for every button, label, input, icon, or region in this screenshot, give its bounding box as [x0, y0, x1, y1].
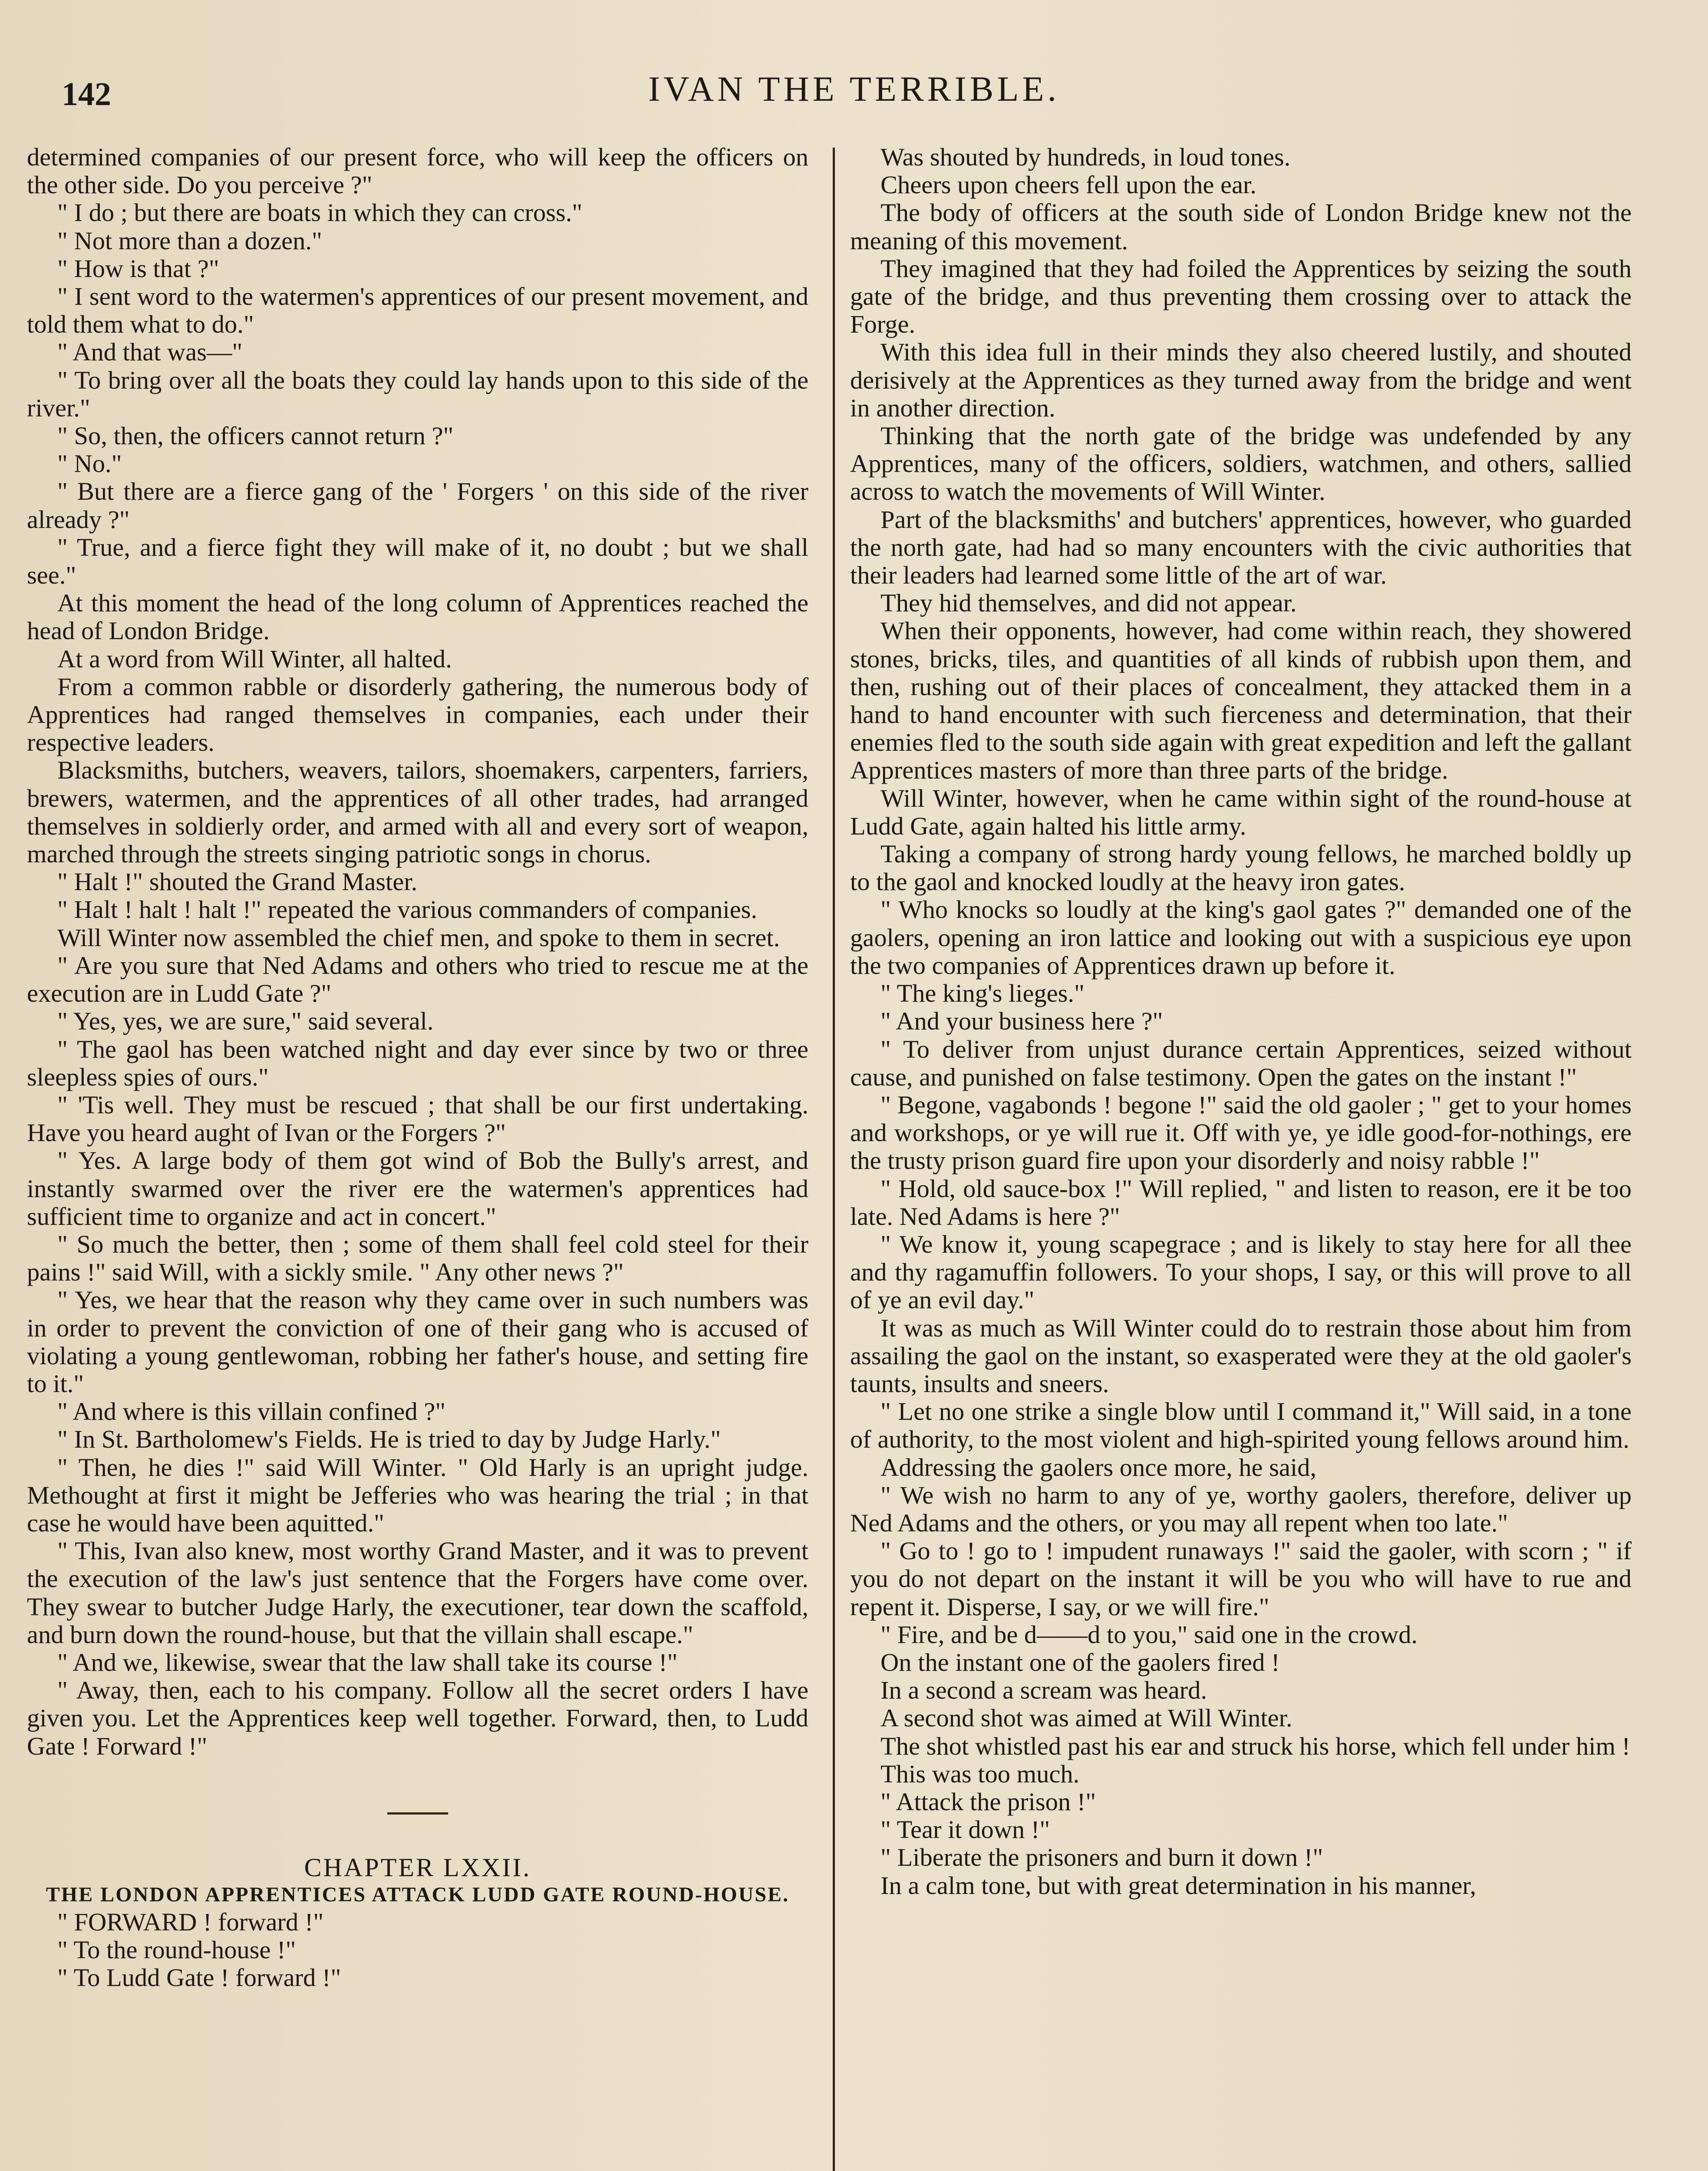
paragraph: At this moment the head of the long column of Apprentices reached the head of London Bridge. — [27, 589, 808, 645]
paragraph: They imagined that they had foiled the Apprentices by seizing the south gate of the bridge, and thus preventing them crossing over to attack the Forge. — [850, 254, 1632, 339]
paragraph: " And we, likewise, swear that the law shall take its course !" — [57, 1648, 678, 1676]
paragraph: " Hold, old sauce-box !" Will replied, " and listen to reason, ere it be too late. Ned Adams is here ?" — [850, 1174, 1632, 1231]
paragraph: " Begone, vagabonds ! begone !" said the old gaoler ; " get to your homes and workshops, or ye will rue it. Off with ye, ye idle good-for-nothings, ere the trusty prison guard fire upon your disorderly and noisy rabble !" — [850, 1090, 1632, 1175]
paragraph: " Yes, we hear that the reason why they came over in such numbers was in order to prevent the conviction of one of their gang who is accused of violating a young gentlewoman, robbing her father's house, and setting fire to it." — [27, 1286, 808, 1398]
paragraph: With this idea full in their minds they also cheered lustily, and shouted derisively at the Apprentices as they turned away from the bridge and went in another direction. — [850, 338, 1632, 422]
paragraph: " Are you sure that Ned Adams and others who tried to rescue me at the execution are in Ludd Gate ?" — [27, 951, 808, 1008]
paragraph: Will Winter, however, when he came within sight of the round-house at Ludd Gate, again halted his little army. — [850, 784, 1632, 840]
paragraph: " We wish no harm to any of ye, worthy gaolers, therefore, deliver up Ned Adams and the others, or you may all repent when too late." — [850, 1481, 1632, 1537]
paragraph: " Who knocks so loudly at the king's gaol gates ?" demanded one of the gaolers, opening an iron lattice and looking out with a suspicious eye upon the two companies of Apprentices drawn up before it. — [850, 895, 1632, 980]
paragraph: " Not more than a dozen." — [57, 226, 322, 255]
paragraph: This was too much. — [880, 1759, 1080, 1788]
paragraph: Addressing the gaolers once more, he said, — [880, 1453, 1316, 1481]
paragraph: " In St. Bartholomew's Fields. He is tried to day by Judge Harly." — [57, 1425, 721, 1454]
left-column — [27, 143, 808, 2171]
paragraph: A second shot was aimed at Will Winter. — [880, 1704, 1293, 1732]
paragraph: " Go to ! go to ! impudent runaways !" said the gaoler, with scorn ; " if you do not depart on the instant it will be you who will have to rue and repent it. Disperse, I say, or we will fire." — [850, 1537, 1632, 1621]
paragraph: " So, then, the officers cannot return ?" — [57, 422, 454, 450]
paragraph: Taking a company of strong hardy young fellows, he marched boldly up to the gaol and knocked loudly at the heavy iron gates. — [850, 840, 1632, 896]
paragraph: " The king's lieges." — [880, 979, 1085, 1008]
paragraph: The shot whistled past his ear and struck his horse, which fell under him ! — [880, 1732, 1631, 1760]
paragraph: " FORWARD ! forward !" — [57, 1907, 324, 1936]
paragraph: " I sent word to the watermen's apprentices of our present movement, and told them what to do." — [27, 282, 808, 339]
paragraph: On the instant one of the gaolers fired ! — [880, 1648, 1280, 1676]
chapter-subtitle: THE LONDON APPRENTICES ATTACK LUDD GATE ROUND-HOUSE. — [46, 1883, 790, 1906]
paragraph: " Fire, and be d——d to you," said one in the crowd. — [880, 1620, 1418, 1649]
paragraph: " I do ; but there are boats in which they can cross." — [57, 198, 583, 227]
chapter-title: CHAPTER LXXII. — [304, 1853, 531, 1882]
paragraph: " Yes, yes, we are sure," said several. — [57, 1007, 434, 1036]
paragraph: Will Winter now assembled the chief men, and spoke to them in secret. — [57, 923, 780, 952]
paragraph: " To Ludd Gate ! forward !" — [57, 1963, 341, 1992]
paragraph: Part of the blacksmiths' and butchers' apprentices, however, who guarded the north gate, had had so many encounters with the civic authorities that their leaders had learned some little of the art of war. — [850, 505, 1632, 590]
paragraph: " No." — [57, 449, 122, 478]
page-number: 142 — [62, 76, 111, 112]
paragraph: " To bring over all the boats they could lay hands upon to this side of the river." — [27, 366, 808, 422]
chapter-divider — [387, 1812, 448, 1815]
paragraph: Thinking that the north gate of the bridge was undefended by any Apprentices, many of the officers, soldiers, watchmen, and others, sallied across to watch the movements of Will Winter. — [850, 422, 1632, 506]
left-column-paragraphs — [27, 143, 808, 1760]
paragraph: " How is that ?" — [57, 254, 219, 283]
page-header — [35, 65, 1673, 126]
paragraph: " 'Tis well. They must be rescued ; that shall be our first undertaking. Have you heard aught of Ivan or the Forgers ?" — [27, 1090, 808, 1147]
paragraph: In a calm tone, but with great determination in his manner, — [880, 1871, 1477, 1900]
paragraph: It was as much as Will Winter could do to restrain those about him from assailing the gaol on the instant, so exasperated were they at the old gaoler's taunts, insults and sneers. — [850, 1313, 1632, 1398]
paragraph: " To deliver from unjust durance certain Apprentices, seized without cause, and punished on false testimony. Open the gates on the instant !" — [850, 1035, 1632, 1091]
paragraph: " Away, then, each to his company. Follow all the secret orders I have given you. Let the Apprentices keep well together. Forward, then, to Ludd Gate ! Forward !" — [27, 1676, 808, 1760]
paragraph: Was shouted by hundreds, in loud tones. — [880, 143, 1291, 171]
paragraph: " We know it, young scapegrace ; and is likely to stay here for all thee and thy ragamuffin followers. To your shops, I say, or this will prove to all of ye an evil day." — [850, 1230, 1632, 1314]
paragraph: Cheers upon cheers fell upon the ear. — [880, 171, 1256, 199]
paragraph: " And that was—" — [57, 338, 243, 366]
paragraph: determined companies of our present force, who will keep the officers on the other side. Do you perceive ?" — [27, 143, 808, 199]
column-divider — [833, 148, 835, 2171]
running-title: IVAN THE TERRIBLE. — [648, 69, 1060, 109]
paragraph: " The gaol has been watched night and day ever since by two or three sleepless spies of ours." — [27, 1035, 808, 1091]
paragraph: " Halt !" shouted the Grand Master. — [57, 868, 418, 896]
paragraph: " And where is this villain confined ?" — [57, 1397, 446, 1426]
paragraph: " True, and a fierce fight they will make of it, no doubt ; but we shall see." — [27, 533, 808, 590]
paragraph: " Let no one strike a single blow until I command it," Will said, in a tone of authority, to the most violent and high-spirited young fellows around him. — [850, 1397, 1632, 1454]
paragraph: " This, Ivan also knew, most worthy Grand Master, and it was to prevent the execution of the law's just sentence that the Forgers have come over. They swear to butcher Judge Harly, the executioner, tear down the scaffold, and burn down the round-house, but that the villain shall escape." — [27, 1537, 808, 1649]
paragraph: The body of officers at the south side of London Bridge knew not the meaning of this movement. — [850, 198, 1632, 255]
paragraph: From a common rabble or disorderly gathering, the numerous body of Apprentices had ranged themselves in companies, each under their respective leaders. — [27, 672, 808, 757]
right-column — [850, 143, 1632, 2171]
right-column-paragraphs — [850, 143, 1632, 1900]
paragraph: " Halt ! halt ! halt !" repeated the various commanders of companies. — [57, 895, 758, 924]
paragraph: In a second a scream was heard. — [880, 1676, 1207, 1705]
paragraph: When their opponents, however, had come within reach, they showered stones, bricks, tiles, and quantities of all kinds of rubbish upon them, and then, rushing out of their places of concealment, they attacked them in a hand to hand encounter with such fierceness and determination, that their enemies fled to the south side again with great expedition and left the gallant Apprentices masters of more than three parts of the bridge. — [850, 617, 1632, 785]
paragraph: " Then, he dies !" said Will Winter. " Old Harly is an upright judge. Methought at first it might be Jefferies who was hearing the trial ; in that case he would have been aquitted." — [27, 1453, 808, 1537]
paragraph: " Liberate the prisoners and burn it down !" — [880, 1843, 1323, 1872]
paragraph: " Attack the prison !" — [880, 1787, 1096, 1816]
paragraph: " But there are a fierce gang of the ' Forgers ' on this side of the river already ?" — [27, 477, 808, 534]
paragraph: " Tear it down !" — [880, 1815, 1050, 1844]
paragraph: They hid themselves, and did not appear. — [880, 589, 1297, 617]
chapter-opening-paragraphs — [27, 1908, 808, 1992]
paragraph: Blacksmiths, butchers, weavers, tailors, shoemakers, carpenters, farriers, brewers, watermen, and the apprentices of all other trades, had arranged themselves in soldierly order, and armed with all and every sort of weapon, marched through the streets singing patriotic songs in chorus. — [27, 756, 808, 868]
paragraph: At a word from Will Winter, all halted. — [57, 644, 452, 673]
paragraph: " Yes. A large body of them got wind of Bob the Bully's arrest, and instantly swarmed over the river ere the watermen's apprentices had sufficient time to organize and act in concert." — [27, 1146, 808, 1231]
paragraph: " And your business here ?" — [880, 1007, 1163, 1036]
paragraph: " So much the better, then ; some of them shall feel cold steel for their pains !" said Will, with a sickly smile. " Any other news ?" — [27, 1230, 808, 1287]
paragraph: " To the round-house !" — [57, 1936, 296, 1964]
